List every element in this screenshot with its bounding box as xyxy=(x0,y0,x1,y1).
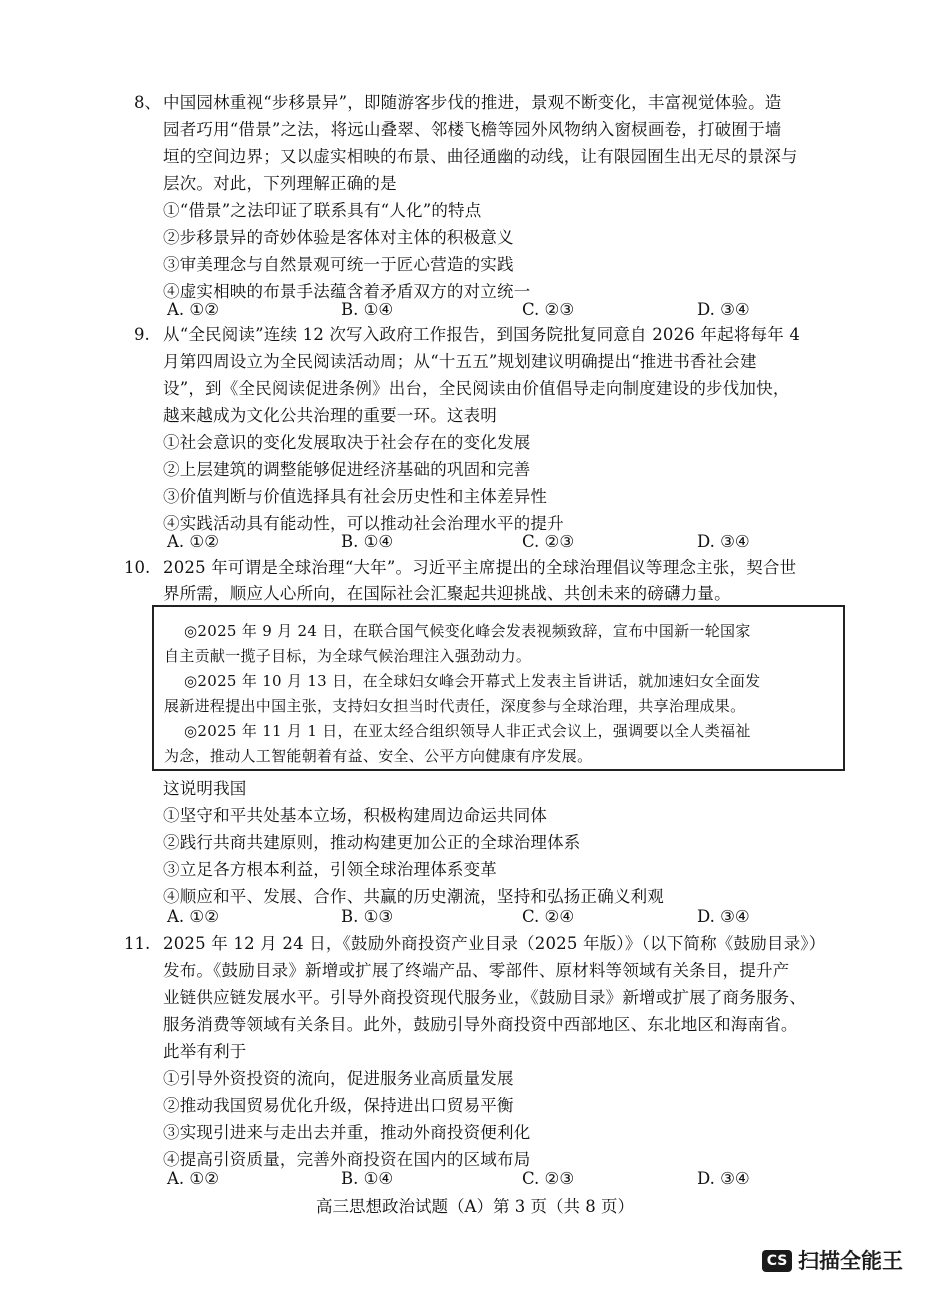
answer-choice-c: C. ②④ xyxy=(522,907,575,926)
question-number: 11. xyxy=(124,934,151,953)
statement-option: ①“借景”之法印证了联系具有“人化”的特点 xyxy=(163,201,482,220)
answer-choices xyxy=(167,906,807,930)
question-text-line: 中国园林重视“步移景异”，即随游客步伐的推进，景观不断变化，丰富视觉体验。造 xyxy=(163,93,782,112)
statement-option: ①社会意识的变化发展取决于社会存在的变化发展 xyxy=(163,433,531,452)
statement-option: ③审美理念与自然景观可统一于匠心营造的实践 xyxy=(163,255,514,274)
answer-choice-a: A. ①② xyxy=(167,300,219,319)
answer-choice-d: D. ③④ xyxy=(697,532,750,551)
question-text-line: 2025 年可谓是全球治理“大年”。习近平主席提出的全球治理倡议等理念主张，契合世 xyxy=(163,558,797,577)
answer-choice-a: A. ①② xyxy=(167,532,219,551)
statement-option: ④顺应和平、发展、合作、共赢的历史潮流，坚持和弘扬正确义利观 xyxy=(163,887,664,906)
answer-choice-c: C. ②③ xyxy=(522,532,575,551)
material-line: 自主贡献一揽子目标，为全球气候治理注入强劲动力。 xyxy=(164,647,532,665)
answer-choice-a: A. ①② xyxy=(167,907,219,926)
question-text-line: 业链供应链发展水平。引导外商投资现代服务业，《鼓励目录》新增或扩展了商务服务、 xyxy=(163,988,807,1007)
answer-choice-d: D. ③④ xyxy=(697,300,750,319)
question-text-line: 垣的空间边界；又以虚实相映的布景、曲径通幽的动线，让有限园囿生出无尽的景深与 xyxy=(163,147,798,166)
scanner-watermark xyxy=(762,1246,950,1276)
statement-option: ③实现引进来与走出去并重，推动外商投资便利化 xyxy=(163,1123,531,1142)
question-number: 8、 xyxy=(134,93,161,112)
answer-choices xyxy=(167,531,807,555)
statement-option: ④提高引资质量，完善外商投资在国内的区域布局 xyxy=(163,1150,531,1169)
statement-option: ③价值判断与价值选择具有社会历史性和主体差异性 xyxy=(163,487,548,506)
answer-choices xyxy=(167,1168,807,1192)
statement-option: ④实践活动具有能动性，可以推动社会治理水平的提升 xyxy=(163,514,564,533)
answer-choice-b: B. ①④ xyxy=(341,300,394,319)
question-number: 9. xyxy=(134,325,150,344)
answer-choices xyxy=(167,299,807,323)
question-text-line: 园者巧用“借景”之法，将远山叠翠、邻楼飞檐等园外风物纳入窗棂画卷，打破囿于墙 xyxy=(163,120,782,139)
answer-choice-b: B. ①④ xyxy=(341,1169,394,1188)
statement-option: ②步移景异的奇妙体验是客体对主体的积极意义 xyxy=(163,228,514,247)
page-footer: 高三思想政治试题（A）第 3 页（共 8 页） xyxy=(316,1197,634,1216)
question-number: 10. xyxy=(124,558,151,577)
question-text-line: 月第四周设立为全民阅读活动周；从“十五五”规划建议明确提出“推进书香社会建 xyxy=(163,352,757,371)
question-text-line: 界所需，顺应人心所向，在国际社会汇聚起共迎挑战、共创未来的磅礴力量。 xyxy=(163,584,731,603)
statement-option: ①引导外资投资的流向，促进服务业高质量发展 xyxy=(163,1069,514,1088)
camscanner-logo-icon: CS xyxy=(762,1250,792,1272)
statement-option: ①坚守和平共处基本立场，积极构建周边命运共同体 xyxy=(163,806,548,825)
answer-choice-b: B. ①③ xyxy=(341,907,394,926)
statement-option: ②践行共商共建原则，推动构建更加公正的全球治理体系 xyxy=(163,833,581,852)
question-text-line: 发布。《鼓励目录》新增或扩展了终端产品、零部件、原材料等领域有关条目，提升产 xyxy=(163,961,790,980)
question-stem: 这说明我国 xyxy=(163,779,247,798)
material-line: 为念，推动人工智能朝着有益、安全、公平方向健康有序发展。 xyxy=(164,747,593,765)
material-line: ◎2025 年 10 月 13 日，在全球妇女峰会开幕式上发表主旨讲话，就加速妇女全面发 xyxy=(184,672,761,690)
question-text-line: 越来越成为文化公共治理的重要一环。这表明 xyxy=(163,406,497,425)
statement-option: ④虚实相映的布景手法蕴含着矛盾双方的对立统一 xyxy=(163,282,531,301)
question-text-line: 设”，到《全民阅读促进条例》出台，全民阅读由价值倡导走向制度建设的步伐加快， xyxy=(163,379,790,398)
material-line: ◎2025 年 11 月 1 日，在亚太经合组织领导人非正式会议上，强调要以全人类福祉 xyxy=(184,722,751,740)
question-text-line: 从“全民阅读”连续 12 次写入政府工作报告，到国务院批复同意自 2026 年起将每年 4 xyxy=(163,325,801,344)
material-line: ◎2025 年 9 月 24 日，在联合国气候变化峰会发表视频致辞，宣布中国新一轮国家 xyxy=(184,622,751,640)
question-text-line: 此举有利于 xyxy=(163,1042,247,1061)
watermark-text: 扫描全能王 xyxy=(798,1249,903,1273)
answer-choice-d: D. ③④ xyxy=(697,907,750,926)
answer-choice-d: D. ③④ xyxy=(697,1169,750,1188)
material-box xyxy=(152,605,845,771)
answer-choice-c: C. ②③ xyxy=(522,300,575,319)
answer-choice-b: B. ①④ xyxy=(341,532,394,551)
question-text-line: 服务消费等领域有关条目。此外，鼓励引导外商投资中西部地区、东北地区和海南省。 xyxy=(163,1015,798,1034)
statement-option: ②上层建筑的调整能够促进经济基础的巩固和完善 xyxy=(163,460,531,479)
answer-choice-a: A. ①② xyxy=(167,1169,219,1188)
statement-option: ②推动我国贸易优化升级，保持进出口贸易平衡 xyxy=(163,1096,514,1115)
question-text-line: 2025 年 12 月 24 日，《鼓励外商投资产业目录（2025 年版）》（以下简称《鼓励目录》） xyxy=(163,934,826,953)
statement-option: ③立足各方根本利益，引领全球治理体系变革 xyxy=(163,860,497,879)
question-text-line: 层次。对此，下列理解正确的是 xyxy=(163,174,397,193)
answer-choice-c: C. ②③ xyxy=(522,1169,575,1188)
material-line: 展新进程提出中国主张，支持妇女担当时代责任，深度参与全球治理，共享治理成果。 xyxy=(164,697,746,715)
